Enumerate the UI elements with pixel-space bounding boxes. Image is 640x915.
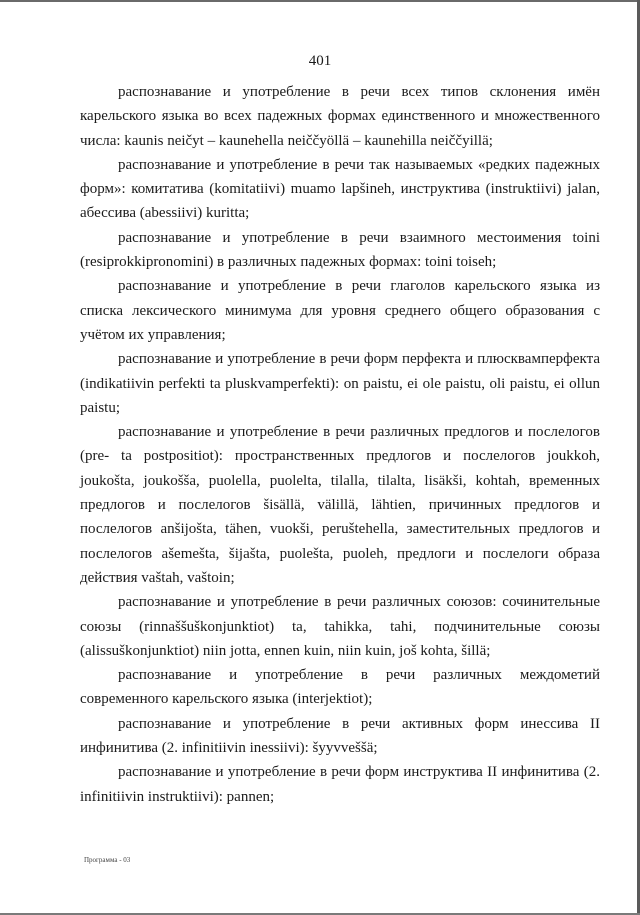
scan-edge-top bbox=[0, 0, 640, 2]
paragraph-inessive-infinitive: распознавание и употребление в речи активных форм инессива II инфинитива (2. infinitiivin inessiivi): šyyvveššä; bbox=[80, 715, 600, 757]
paragraph-declension: распознавание и употребление в речи всех типов склонения имён карельского языка во всех падежных формах единственного и множественного числа: kaunis neičyt – kaunehella neiččyöllä – kaunehilla neiččyillä; bbox=[80, 84, 600, 149]
paragraph-perfect-tenses: распознавание и употребление в речи форм перфекта и плюсквамперфекта (indikatiivin perfekti ta pluskvamperfekti): on paistu, ei ole paistu, oli paistu, ei ollun paistu; bbox=[80, 351, 600, 416]
paragraph-instructive-infinitive: распознавание и употребление в речи форм инструктива II инфинитива (2. infinitiivin instruktiivi): pannen; bbox=[80, 764, 600, 805]
paragraph-prepositions: распознавание и употребление в речи различных предлогов и послелогов (pre- ta postpositiot): пространственных предлогов и послелогов joukkoh, joukošta, joukošša, puolella, puolelta, tilalla, tilalta, lisäkši, kohtah, временных предлогов и послелогов šisällä, välillä, lähtien, причинных предлогов и послелогов anšijošta, tähen, vuokši, peruštehella, заместительных предлогов и послелогов ašemešta, šijašta, puolešta, puoleh, предлоги и послелоги образа действия vaštah, vaštoin; bbox=[80, 424, 600, 586]
page-footer: Программа - 03 bbox=[84, 856, 131, 864]
paragraph-conjunctions: распознавание и употребление в речи различных союзов: сочинительные союзы (rinnaššuškonjunktiot) ta, tahikka, tahi, подчинительные союзы (alissuškonjunktiot) niin jotta, ennen kuin, niin kuin, još kohta, šillä; bbox=[80, 594, 600, 659]
page-number: 401 bbox=[308, 53, 332, 69]
paragraph-reciprocal-pronoun: распознавание и употребление в речи взаимного местоимения toini (resiprokkipronomini) в различных падежных формах: toini toiseh; bbox=[80, 229, 600, 271]
document-body bbox=[80, 80, 600, 809]
paragraph-interjections: распознавание и употребление в речи различных междометий современного карельского языка (interjektiot); bbox=[80, 667, 600, 708]
paragraph-rare-cases: распознавание и употребление в речи так называемых «редких падежных форм»: комитатива (komitatiivi) muamo lapšineh, инструктива (instruktiivi) jalan, абессива (abessiivi) kuritta; bbox=[80, 156, 600, 222]
paragraph-verbs: распознавание и употребление в речи глаголов карельского языка из списка лексического минимума для уровня среднего общего образования с учётом их управления; bbox=[80, 278, 600, 343]
